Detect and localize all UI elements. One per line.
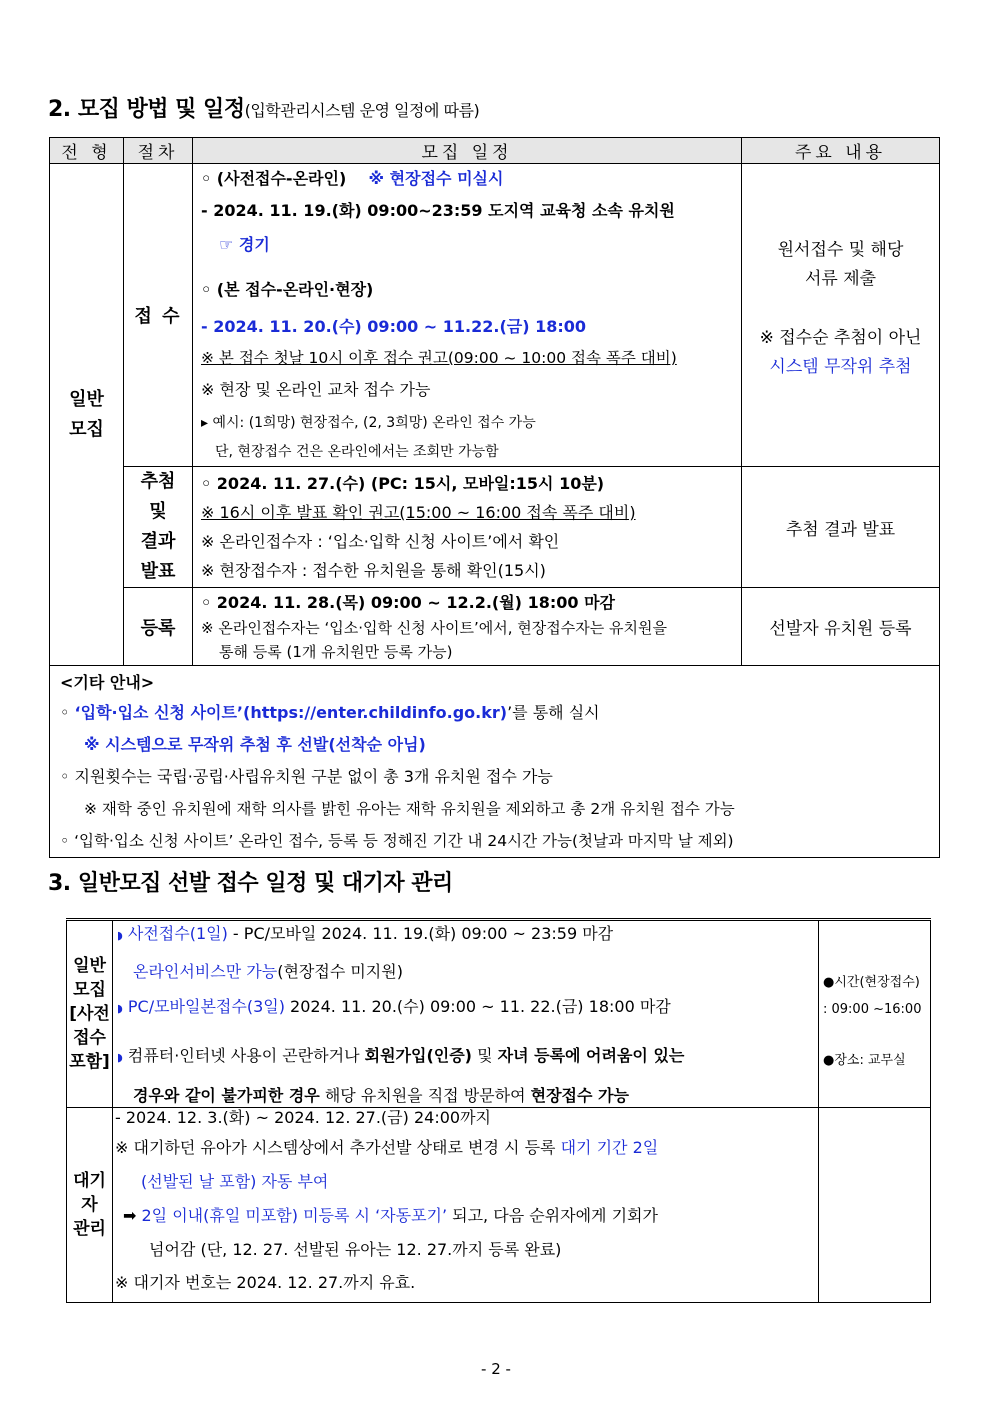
col-header-step: 절차 <box>124 138 193 164</box>
table-row-lottery <box>50 467 940 588</box>
step-register: 등록 <box>124 588 193 666</box>
table-row-etc <box>50 666 940 858</box>
waiting-label: 대기 자 관리 <box>67 1108 113 1303</box>
col-header-schedule: 모집 일정 <box>193 138 742 164</box>
register-schedule: ◦ 2024. 11. 28.(목) 09:00 ~ 12.2.(월) 18:00 마감 ※ 온라인접수자는 ‘입소·입학 신청 사이트’에서, 현장접수자는 유치원을 통해 등록 (1개 유치원만 등록 가능) <box>193 588 742 666</box>
table-row-waiting <box>67 1108 931 1303</box>
half-circle-bullet-icon: ◗ <box>117 929 123 942</box>
reception-main: 원서접수 및 해당 서류 제출 ※ 접수순 추첨이 아닌 시스템 무작위 추첨 <box>742 164 940 467</box>
table-row-general <box>67 920 931 1108</box>
etc-notice: <기타 안내> ◦ ‘입학·입소 신청 사이트’(https://enter.childinfo.go.kr)’를 통해 실시 ※ 시스템으로 무작위 추첨 후 선발(선착순 아님) ◦ 지원횟수는 국립·공립·사립유치원 구분 없이 총 3개 유치원 접수 가능 ※ 재학 중인 유치원에 재학 의사를 밝힌 유아는 재학 유치원을 제외하고 총 2개 유치원 접수 가능 ◦ ‘입학·입소 신청 사이트’ 온라인 접수, 등록 등 정해진 기간 내 24시간 가능(첫날과 마지막 날 제외) <box>50 666 940 858</box>
selection-schedule-table <box>66 918 931 1303</box>
section3-title: 3. 일반모집 선발 접수 일정 및 대기자 관리 <box>48 871 453 896</box>
col-header-main: 주요 내용 <box>742 138 940 164</box>
step-lottery: 추첨 및 결과 발표 <box>124 467 193 588</box>
section2-subtitle: (입학관리시스템 운영 일정에 따름) <box>244 101 480 120</box>
reception-schedule: ◦ (사전접수-온라인) ※ 현장접수 미실시 - 2024. 11. 19.(화) 09:00~23:59 도지역 교육청 소속 유치원 ☞ 경기 ◦ (본 접수-온라인·현장) - 2024. 11. 20.(수) 09:00 ~ 11.22.(금) 18:00 ※ 본 접수 첫날 10시 이후 접수 권고(09:00 ~ 10:00 접속 폭주 대비) ※ 현장 및 온라인 교차 접수 가능 ▸ 예시: (1희망) 현장접수, (2, 3희망) 온라인 접수 가능 단, 현장접수 건은 온라인에서는 조회만 가능함 <box>193 164 742 467</box>
table-row-reception <box>50 164 940 467</box>
general-schedule: ◗ 사전접수(1일) - PC/모바일 2024. 11. 19.(화) 09:00 ~ 23:59 마감 온라인서비스만 가능(현장접수 미지원) ◗ PC/모바일본접수(3일) 2024. 11. 20.(수) 09:00 ~ 11. 22.(금) 18:00 마감 ◗ 컴퓨터·인터넷 사용이 곤란하거나 회원가입(인증) 및 자녀 등록에 어려움이 있는 경우와 같이 불가피한 경우 해당 유치원을 직접 방문하여 현장접수 가능 <box>113 920 819 1108</box>
right-arrow-icon: ➡ <box>123 1206 142 1225</box>
lottery-schedule: ◦ 2024. 11. 27.(수) (PC: 15시, 모바일:15시 10분) ※ 16시 이후 발표 확인 권고(15:00 ~ 16:00 접속 폭주 대비) ※ 온라인접수자 : ‘입소·입학 신청 사이트’에서 확인 ※ 현장접수자 : 접수한 유치원을 통해 확인(15시) <box>193 467 742 588</box>
step-reception: 접 수 <box>124 164 193 467</box>
half-circle-bullet-icon: ◗ <box>117 1002 123 1015</box>
waiting-side-empty <box>819 1108 931 1303</box>
general-side-info: ●시간(현장접수) : 09:00 ~16:00 ●장소: 교무실 <box>819 920 931 1108</box>
general-label: 일반 모집 [사전 접수 포함] <box>67 920 113 1108</box>
recruitment-schedule-table <box>49 137 940 858</box>
col-header-type: 전 형 <box>50 138 124 164</box>
table-row-register <box>50 588 940 666</box>
waiting-schedule: - 2024. 12. 3.(화) ~ 2024. 12. 27.(금) 24:00까지 ※ 대기하던 유아가 시스템상에서 추가선발 상태로 변경 시 등록 대기 기간 2일 (선발된 날 포함) 자동 부여 ➡ 2일 이내(휴일 미포함) 미등록 시 ‘자동포기’ 되고, 다음 순위자에게 기회가 넘어감 (단, 12. 27. 선발된 유아는 12. 27.까지 등록 완료) ※ 대기자 번호는 2024. 12. 27.까지 유효. <box>113 1108 819 1303</box>
lottery-main: 추첨 결과 발표 <box>742 467 940 588</box>
section2-title: 2. 모집 방법 및 일정(입학관리시스템 운영 일정에 따름) <box>48 97 480 122</box>
half-circle-bullet-icon: ◗ <box>117 1051 123 1064</box>
table-header-row <box>50 138 940 164</box>
page-number: - 2 - <box>481 1360 511 1378</box>
category-general: 일반 모집 <box>50 164 124 666</box>
register-main: 선발자 유치원 등록 <box>742 588 940 666</box>
